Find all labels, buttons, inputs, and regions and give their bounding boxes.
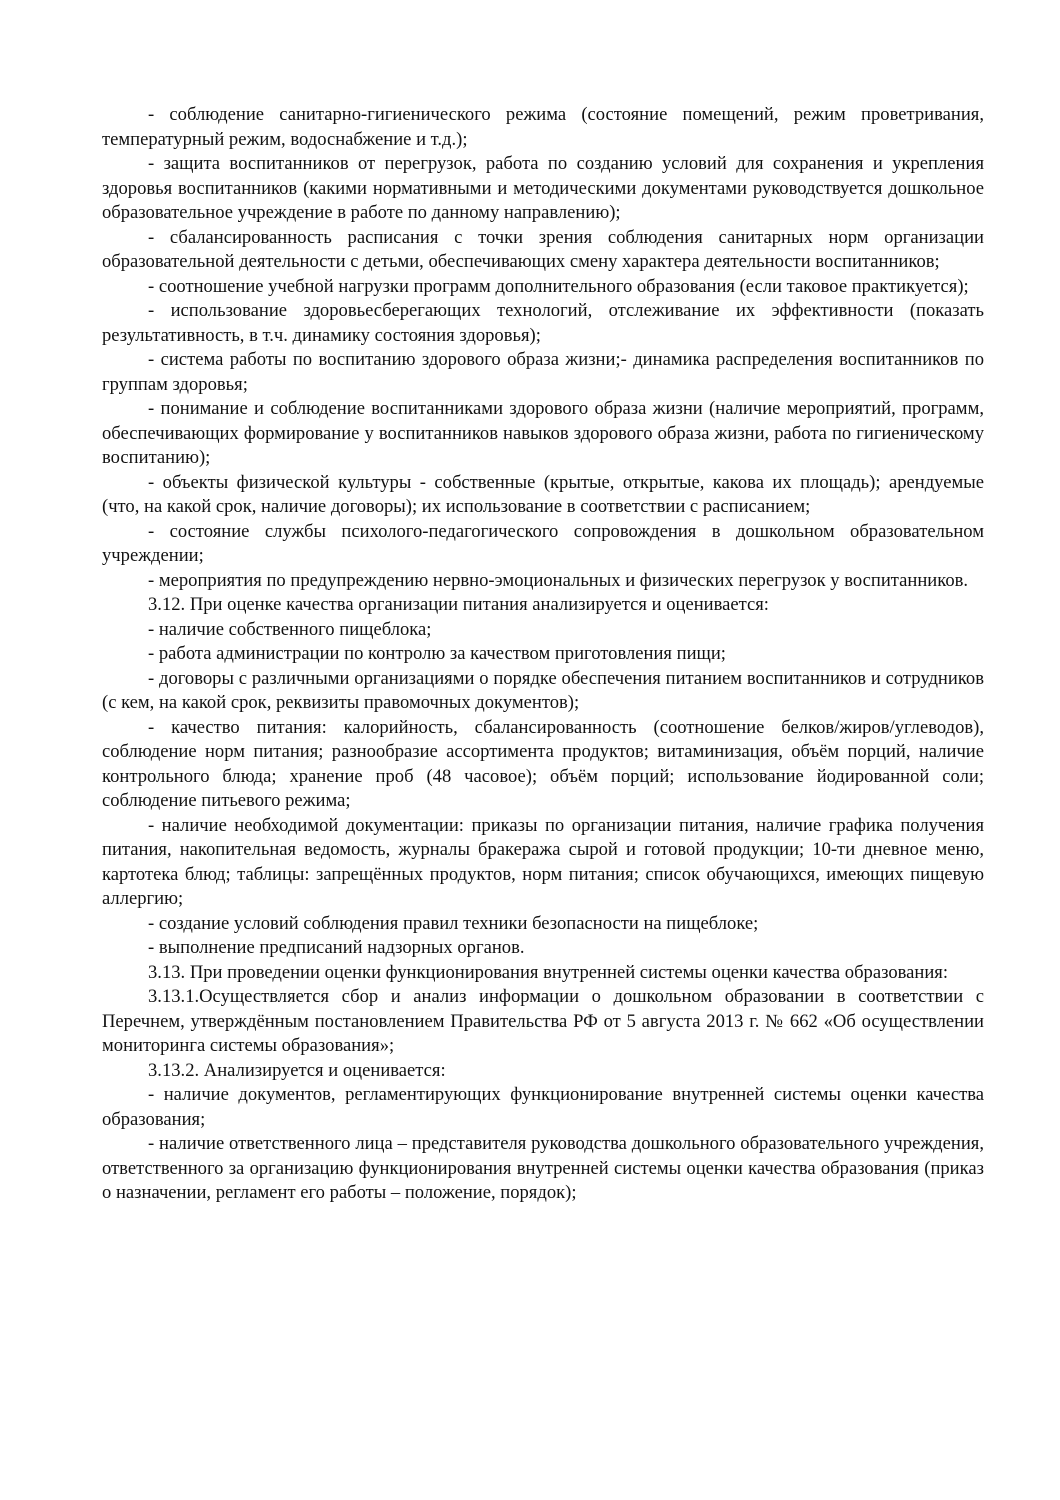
paragraph-healthy-lifestyle-system: - система работы по воспитанию здорового образа жизни;- динамика распределения воспитанников по группам здоровья; [102,349,984,395]
paragraph-schedule-balance: - сбалансированность расписания с точки зрения соблюдения санитарных норм организации образовательной деятельности с детьми, обеспечивающих смену характера деятельности воспитанников; [102,226,984,272]
paragraph-kitchen-safety: - создание условий соблюдения правил техники безопасности на пищеблоке; [148,912,759,934]
paragraph-food-documentation: - наличие необходимой документации: приказы по организации питания, наличие графика получения питания, накопительная ведомость, журналы бракеража сырой и готовой продукции; 10-ти дневное меню, картотека блюд; таблицы: запрещённых продуктов, норм питания; список обучающихся, имеющих пищевую аллергию; [102,814,984,909]
paragraph-overload-protection: - защита воспитанников от перегрузок, работа по созданию условий для сохранения и укрепления здоровья воспитанников (какими нормативными и методическими документами руководствуется дошкольное образовательное учреждение в работе по данному направлению); [102,153,984,223]
document-page [102,103,984,1206]
paragraph-admin-control: - работа администрации по контролю за качеством приготовления пищи; [148,643,726,664]
paragraph-psych-support: - состояние службы психолого-педагогического сопровождения в дошкольном образовательном учреждении; [102,520,984,566]
paragraph-health-technologies: - использование здоровьесберегающих технологий, отслеживание их эффективности (показать результативность, в т.ч. динамику состояния здоровья); [102,300,984,346]
paragraph-sanitary-regime: - соблюдение санитарно-гигиенического режима (состояние помещений, режим проветривания, температурный режим, водоснабжение и т.д.); [102,104,984,150]
paragraph-own-kitchen: - наличие собственного пищеблока; [148,618,432,640]
section-3-12-heading: 3.12. При оценке качества организации питания анализируется и оценивается: [148,594,769,615]
paragraph-food-quality: - качество питания: калорийность, сбалансированность (соотношение белков/жиров/углеводов), соблюдение норм питания; разнообразие ассортимента продуктов; витаминизация, объём порций, наличие контрольного блюда; хранение проб (48 часовое); объём порций; использование йодированной соли; соблюдение питьевого режима; [102,716,984,811]
paragraph-food-contracts: - договоры с различными организациями о порядке обеспечения питанием воспитанников и сотрудников (с кем, на какой срок, реквизиты правомочных документов); [102,667,984,713]
paragraph-supervisory-orders: - выполнение предписаний надзорных органов. [148,937,525,958]
section-3-13-2: 3.13.2. Анализируется и оценивается: [148,1059,446,1081]
paragraph-overload-prevention: - мероприятия по предупреждению нервно-эмоциональных и физических перегрузок у воспитанников. [148,569,969,591]
paragraph-sports-facilities: - объекты физической культуры - собственные (крытые, открытые, какова их площадь); арендуемые (что, на какой срок, наличие договоры); их использование в соответствии с расписанием; [102,471,984,517]
paragraph-responsible-person: - наличие ответственного лица – представителя руководства дошкольного образовательного учреждения, ответственного за организацию функционирования внутренней системы оценки качества образования (приказ о назначении, регламент его работы – положение, порядок); [102,1133,984,1203]
section-3-13-1: 3.13.1.Осуществляется сбор и анализ информации о дошкольном образовании в соответствии с Перечнем, утверждённым постановлением Правительства РФ от 5 августа 2013 г. № 662 «Об осуществлении мониторинга системы образования»; [102,986,984,1056]
paragraph-extra-education-load: - соотношение учебной нагрузки программ дополнительного образования (если таковое практикуется); [148,275,969,297]
section-3-13-heading: 3.13. При проведении оценки функционирования внутренней системы оценки качества образования: [148,961,949,983]
paragraph-healthy-lifestyle-understanding: - понимание и соблюдение воспитанниками здорового образа жизни (наличие мероприятий, программ, обеспечивающих формирование у воспитанников навыков здорового образа жизни, работа по гигиеническому воспитанию); [102,398,984,468]
paragraph-regulating-documents: - наличие документов, регламентирующих функционирование внутренней системы оценки качества образования; [102,1084,984,1130]
